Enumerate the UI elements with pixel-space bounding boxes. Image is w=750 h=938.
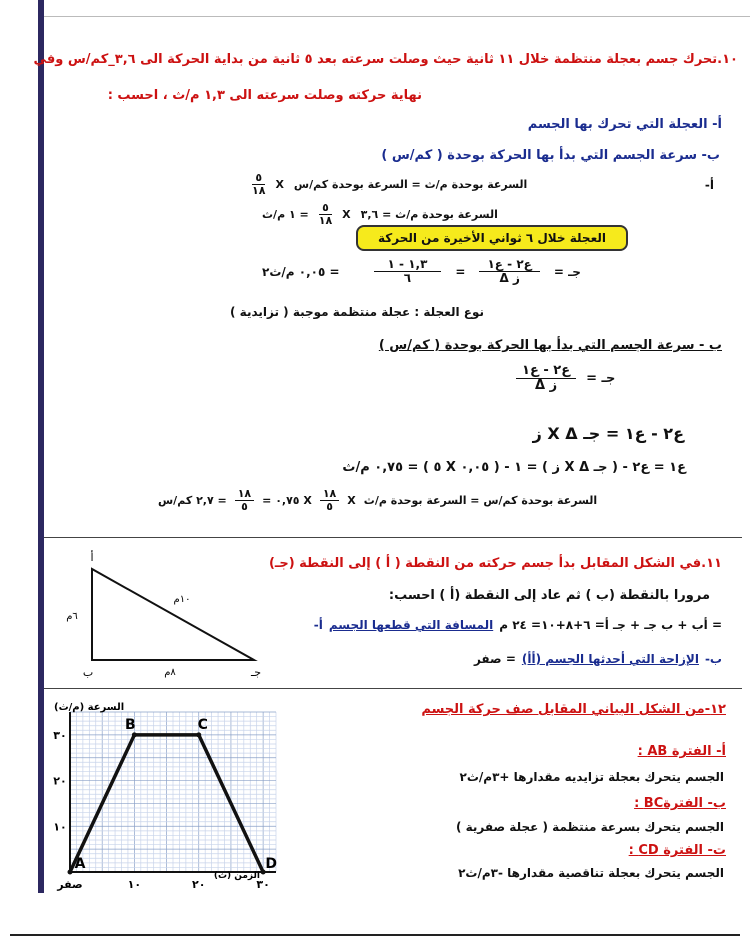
conv2-result: = ١ م/ث [262,208,309,222]
point-label: D [265,856,277,872]
q11-line1: ١١.في الشكل المقابل بدأ جسم حركته من النقطة ( أ ) إلى النقطة (جـ) [268,556,722,571]
y-tick-label: ٣٠ [53,728,67,742]
tri-side-ac: ١٠م [173,594,191,605]
q12-bc-text: الجسم يتحرك بسرعة منتظمة ( عجلة صفرية ) [455,820,724,834]
triangle-shape [92,569,254,660]
q12-ab-text: الجسم يتحرك بعجلة تزايديه مقدارها +٣م/ث٢ [459,770,724,784]
conv2-fraction: $\frac{٥}{١٨}$ [318,201,333,228]
y-axis-label: السرعة (م/ث) [54,702,125,713]
page-top-border [44,16,750,17]
conv2-row [262,202,498,227]
b-eq2: ع٢ - ع١ = جـ X Δ ز [532,424,684,443]
b-eq4-fraction-1: $\frac{١٨}{٥}$ [320,488,339,513]
bottom-rule [10,934,740,936]
y-tick-label: ١٠ [53,820,67,834]
q11-part-b-text: الإزاحة التي أحدثها الجسم (أأ) [521,652,699,666]
b-eq1-fraction: $\frac{\text{ع٢ - ع١}}{\text{Δ ز}}$ [516,364,576,394]
a-label: أ- [704,178,714,192]
q11-part-b-row [474,652,722,666]
point-label: A [74,856,86,872]
b-eq4-result: = ٢,٧ كم/س [158,494,227,508]
data-point [196,732,201,737]
accel-fraction-2: $\frac{١,٣ - ١}{٦}$ [374,258,442,285]
data-point [132,732,137,737]
q12-bc-label: ب- الفترةBC : [634,796,726,811]
conv2-times: X [342,208,351,222]
tri-label-c: جـ [250,666,262,679]
data-point [68,870,73,875]
q10-part-a: أ- العجلة التي تحرك بها الجسم [527,117,722,132]
conv1-times: X [275,178,284,192]
q11-part-b-label: ب- [704,652,722,666]
x-axis-label: الزمن (ث) [213,871,260,881]
b-eq1-lhs: جـ = [586,371,616,387]
q10-line2: نهاية حركته وصلت سرعته الى ١,٣ م/ث ، احسب : [107,88,422,103]
q12-cd-label: ت- الفترة CD : [628,843,726,858]
b-eq4-row [158,488,597,513]
triangle-diagram [58,545,270,680]
b-eq4-left: السرعة بوحدة كم/س = السرعة بوحدة م/ث [363,494,598,508]
x-tick-label: ٣٠ [256,878,270,891]
accel-equals: = [455,264,466,279]
conv1-left: السرعة بوحدة م/ث = السرعة بوحدة كم/س [293,178,528,192]
y-tick-label: ٢٠ [53,774,67,788]
q11-line2: مرورا بالنقطة (ب ) ثم عاد إلى النقطة (أ ) احسب: [388,588,710,603]
q11-part-a-calc: = أب + ب جـ + جـ أ= ٦+٨+١٠= ٢٤ م [499,618,722,632]
b-eq3: ع١ = ع٢ - ( جـ X Δ ز ) = ١ - ( ٠,٠٥ X ٥ ) = ٠,٧٥ م/ث [342,460,686,475]
q12-cd-text: الجسم يتحرك بعجلة تناقصية مقدارها -٣م/ث٢ [458,866,724,880]
q12-title: ١٢-من الشكل البياني المقابل صف حركة الجسم [421,702,726,717]
separator-1 [44,537,742,538]
b-eq4-mid: = ٠,٧٥ X [262,494,312,508]
b-eq1-row [516,364,615,394]
q11-part-b-calc: = صفر [473,652,516,666]
tri-label-b: ب [82,666,94,679]
q10-line1: ١٠.تحرك جسم بعجلة منتظمة خلال ١١ ثانية حيث وصلت سرعته بعد ٥ ثانية من بداية الحركة الى ٣,٦_كم/س وفي [33,52,738,67]
tri-side-bc: ٨م [164,667,176,678]
highlight-box [356,225,628,251]
accel-row [262,258,581,285]
conv1-row [252,172,527,197]
q12-ab-label: أ- الفترة AB : [637,744,726,759]
b-eq4-times: X [347,494,356,508]
q11-part-a-label: أ- [313,618,323,632]
x-tick-label: ١٠ [127,878,142,891]
x-tick-label: ٢٠ [192,878,206,891]
tri-label-a: أ [90,551,94,564]
x-tick-label: صفر [57,878,83,891]
q11-part-a-row [314,618,722,632]
accel-result: = ٠,٠٥ م/ث٢ [262,264,340,279]
accel-type: نوع العجلة : عجلة منتظمة موجبة ( تزايدية ) [230,305,484,319]
highlight-text: العجلة خلال ٦ ثواني الأخيرة من الحركة [378,231,606,245]
accel-fraction-1: $\frac{\text{ع٢ - ع١}}{\text{Δ ز}}$ [479,258,539,285]
q10-b-heading: ب - سرعة الجسم التي بدأ بها الحركة بوحدة ( كم/س ) [378,338,722,353]
point-label: B [125,716,136,733]
point-label: C [197,716,208,733]
conv2-left: السرعة بوحدة م/ث = ٣,٦ [360,208,498,222]
q11-part-a-text: المسافة التي قطعها الجسم [328,618,494,632]
conv1-fraction: $\frac{٥}{١٨}$ [252,171,266,198]
accel-lhs: جـ = [553,264,581,279]
separator-2 [44,688,742,689]
velocity-time-chart [40,698,302,898]
tri-side-ab: ٦م [66,611,78,622]
q10-part-b: ب- سرعة الجسم التي بدأ بها الحركة بوحدة ( كم/س ) [381,148,720,163]
b-eq4-fraction-2: $\frac{١٨}{٥}$ [235,488,254,513]
